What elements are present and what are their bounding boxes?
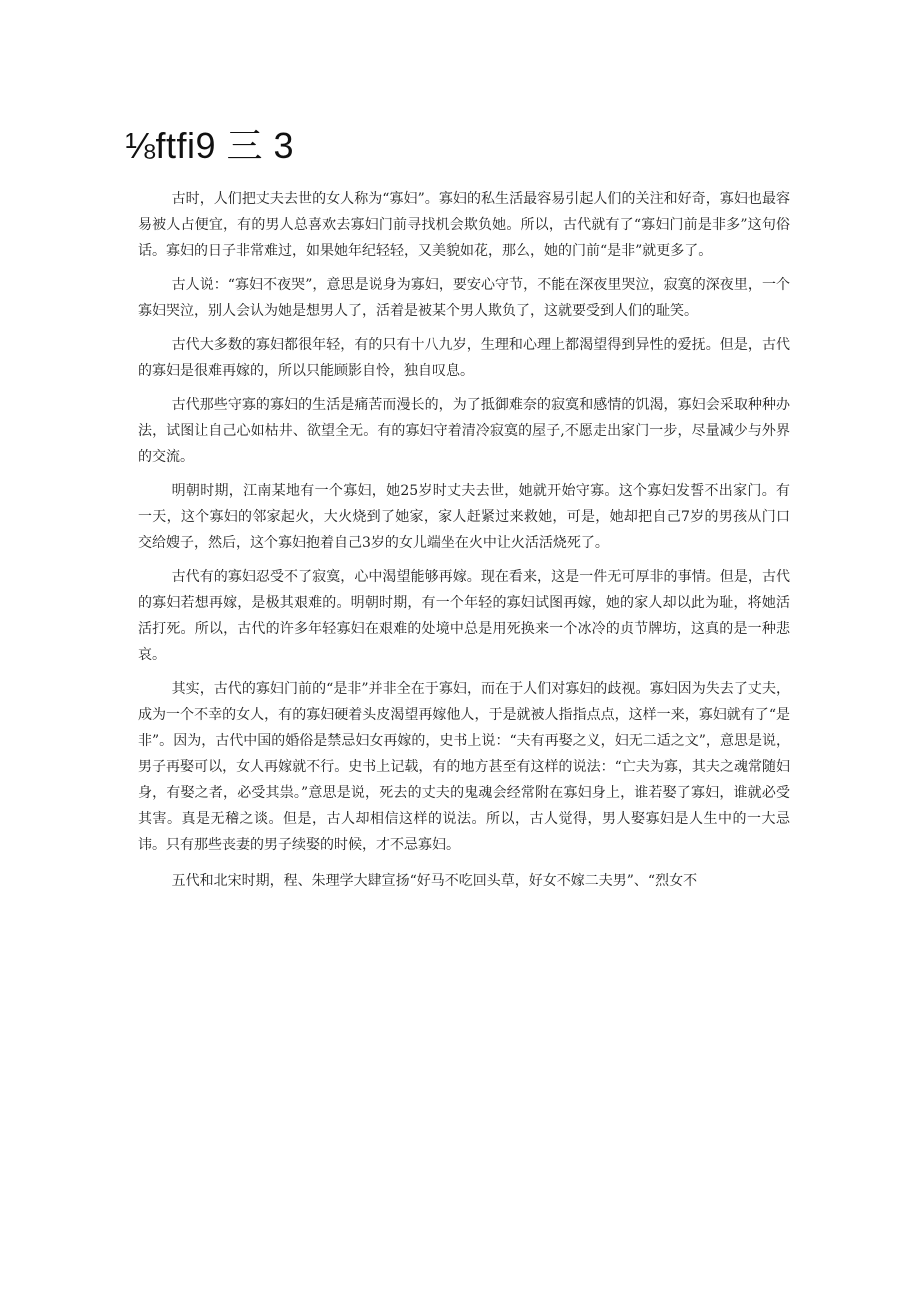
paragraph: 其实，古代的寡妇门前的“是非”并非全在于寡妇，而在于人们对寡妇的歧视。寡妇因为失去了丈夫，成为一个不幸的女人，有的寡妇硬着头皮渴望再嫁他人，于是就被人指指点点，这样一来，寡妇就有了“是非”。因为，古代中国的婚俗是禁忌妇女再嫁的，史书上说：“夫有再娶之义，妇无二适之文”，意思是说，男子再娶可以，女人再嫁就不行。史书上记载，有的地方甚至有这样的说法：“亡夫为寡，其夫之魂常随妇身，有娶之者，必受其祟。”意思是说，死去的丈夫的鬼魂会经常附在寡妇身上，谁若娶了寡妇，谁就必受其害。真是无稽之谈。但是，古人却相信这样的说法。所以，古人觉得，男人娶寡妇是人生中的一大忌讳。只有那些丧妻的男子续娶的时候，才不忌寡妇。 bbox=[138, 681, 790, 853]
paragraph: 古代有的寡妇忍受不了寂寞，心中渴望能够再嫁。现在看来，这是一件无可厚非的事情。但是，古代的寡妇若想再嫁，是极其艰难的。明朝时期，有一个年轻的寡妇试图再嫁，她的家人却以此为耻，将她活活打死。所以，古代的许多年轻寡妇在艰难的处境中总是用死换来一个冰冷的贞节牌坊，这真的是一种悲哀。 bbox=[138, 569, 790, 663]
paragraph: 古代那些守寡的寡妇的生活是痛苦而漫长的，为了抵御难奈的寂寞和感情的饥渴，寡妇会采取种种办法，试图让自己心如枯井、欲望全无。有的寡妇守着清冷寂寞的屋子,不愿走出家门一步，尽量减少与外界的交流。 bbox=[138, 397, 790, 465]
paragraph: 明朝时期，江南某地有一个寡妇，她25岁时丈夫去世，她就开始守寡。这个寡妇发誓不出家门。有一天，这个寡妇的邻家起火，大火烧到了她家，家人赶紧过来救她，可是，她却把自己7岁的男孩从门口交给嫂子，然后，这个寡妇抱着自己3岁的女儿端坐在火中让火活活烧死了。 bbox=[138, 483, 790, 551]
paragraph: 古时，人们把丈夫去世的女人称为“寡妇”。寡妇的私生活最容易引起人们的关注和好奇，寡妇也最容易被人占便宜，有的男人总喜欢去寡妇门前寻找机会欺负她。所以，古代就有了“寡妇门前是非多”这句俗话。寡妇的日子非常难过，如果她年纪轻轻，又美貌如花，那么，她的门前“是非”就更多了。 bbox=[138, 191, 790, 259]
document-title: ⅛ftfi9 三 3 bbox=[125, 125, 295, 166]
paragraph: 五代和北宋时期，程、朱理学大肆宣扬“好马不吃回头草，好女不嫁二夫男”、“烈女不 bbox=[171, 873, 698, 889]
document-body bbox=[138, 186, 790, 902]
paragraph: 古代大多数的寡妇都很年轻，有的只有十八九岁，生理和心理上都渴望得到异性的爱抚。但是，古代的寡妇是很难再嫁的，所以只能顾影自怜，独自叹息。 bbox=[138, 337, 790, 379]
paragraph: 古人说：“寡妇不夜哭”，意思是说身为寡妇，要安心守节，不能在深夜里哭泣，寂寞的深夜里，一个寡妇哭泣，别人会认为她是想男人了，活着是被某个男人欺负了，这就要受到人们的耻笑。 bbox=[138, 277, 790, 319]
